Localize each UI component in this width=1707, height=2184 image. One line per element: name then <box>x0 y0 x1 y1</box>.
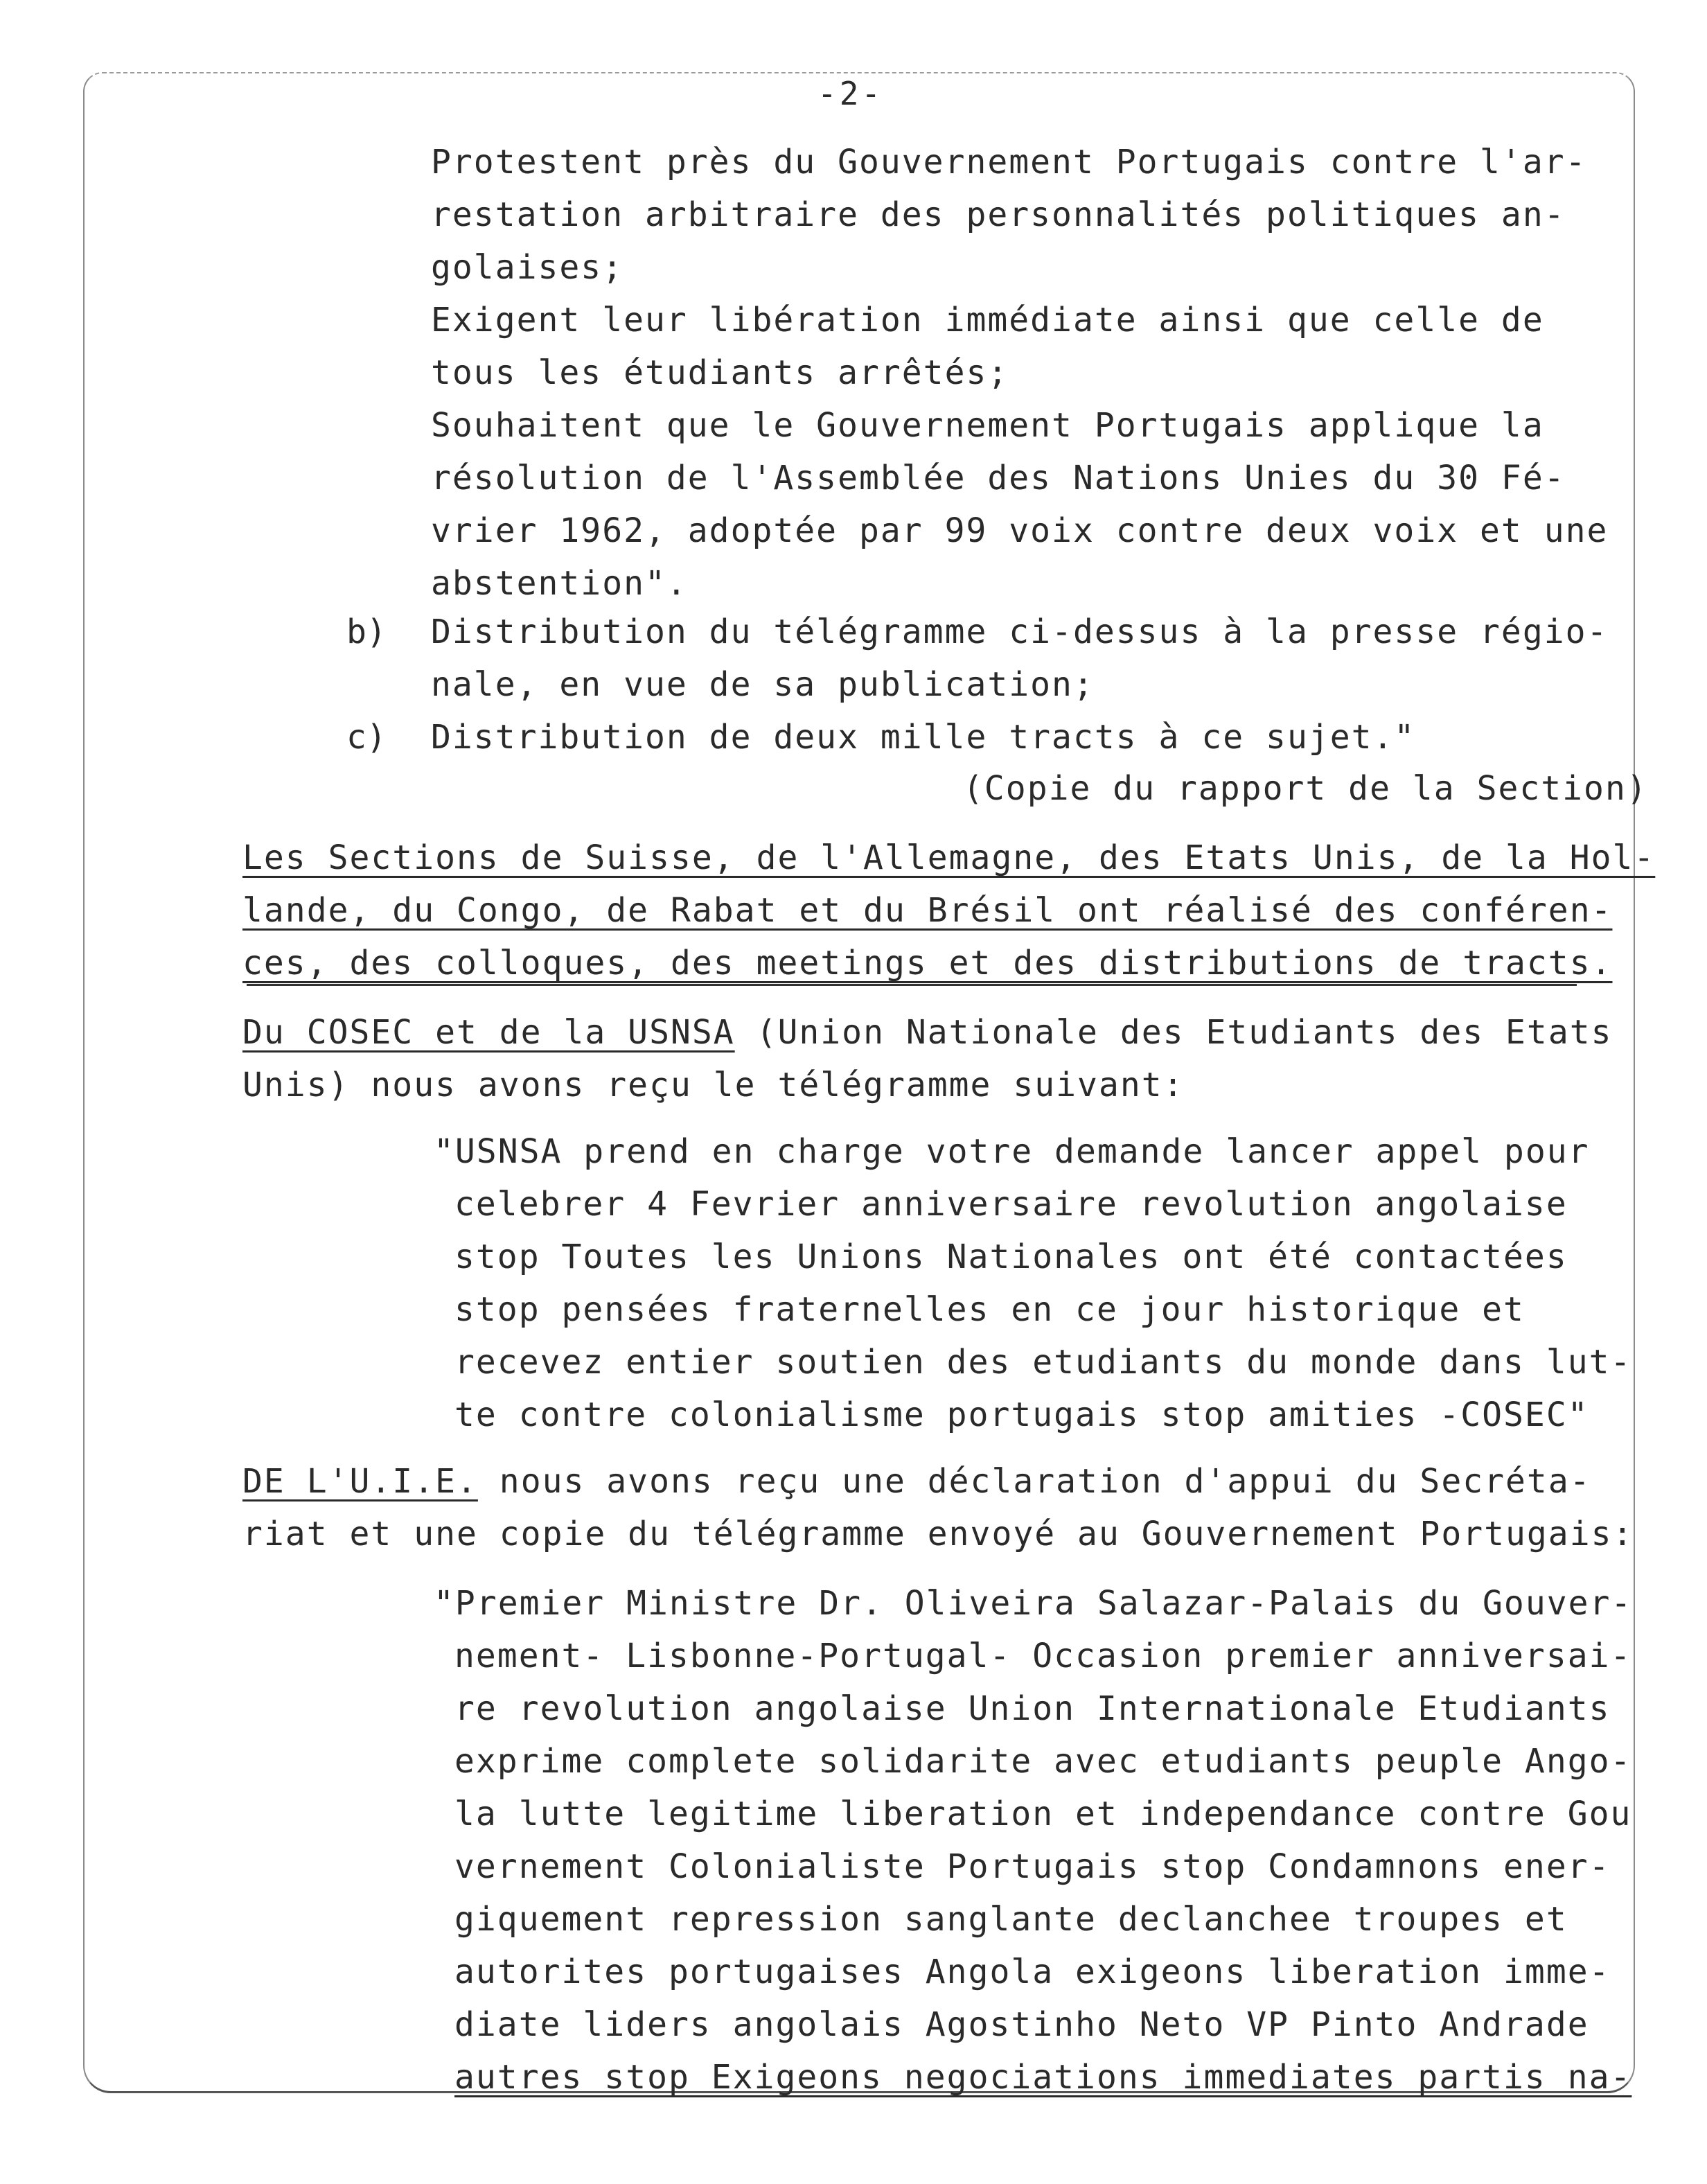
telegram-line: vernement Colonialiste Portugais stop Condamnons ener- <box>454 1847 1611 1886</box>
telegram-line: "USNSA prend en charge votre demande lancer appel pour <box>434 1132 1590 1171</box>
text-line: Distribution du télégramme ci-dessus à la presse régio- <box>431 613 1609 651</box>
uie-source: DE L'U.I.E. <box>242 1462 478 1501</box>
text-line: Protestent près du Gouvernement Portugais contre l'ar- <box>431 143 1587 182</box>
text-line: riat et une copie du télégramme envoyé au Gouvernement Portugais: <box>242 1515 1634 1553</box>
telegram-line: re revolution angolaise Union Internationale Etudiants <box>454 1689 1611 1728</box>
text-line: Unis) nous avons reçu le télégramme suivant: <box>242 1066 1185 1104</box>
list-marker-c: c) <box>346 718 387 757</box>
text-line: Souhaitent que le Gouvernement Portugais applique la <box>431 406 1544 445</box>
telegram-line: exprime complete solidarite avec etudiants peuple Ango- <box>454 1742 1632 1781</box>
text-line: vrier 1962, adoptée par 99 voix contre deux voix et une <box>431 511 1609 550</box>
telegram-line: stop pensées fraternelles en ce jour historique et <box>454 1290 1525 1329</box>
telegram-line: nement- Lisbonne-Portugal- Occasion premier anniversai- <box>454 1637 1632 1675</box>
text-line: abstention". <box>431 564 688 603</box>
telegram-line: autres stop Exigeons negociations immediates partis na- <box>454 2058 1632 2097</box>
telegram-line: giquement repression sanglante declanchee troupes et <box>454 1900 1568 1939</box>
cosec-intro-line <box>242 1006 1613 1059</box>
page-number: -2- <box>817 75 884 112</box>
text-line: golaises; <box>431 248 624 287</box>
uie-intro-line <box>242 1455 1591 1508</box>
cosec-intro-rest: (Union Nationale des Etudiants des Etats <box>734 1013 1613 1052</box>
telegram-line: diate liders angolais Agostinho Neto VP Pinto Andrade <box>454 2005 1589 2044</box>
source-note: (Copie du rapport de la Section) <box>963 769 1648 808</box>
sections-line: lande, du Congo, de Rabat et du Brésil ont réalisé des conféren- <box>242 891 1613 930</box>
text-line: résolution de l'Assemblée des Nations Unies du 30 Fé- <box>431 459 1566 497</box>
telegram-line: recevez entier soutien des etudiants du monde dans lut- <box>454 1343 1632 1382</box>
sections-line: ces, des colloques, des meetings et des distributions de tracts. <box>242 944 1613 983</box>
uie-intro-rest: nous avons reçu une déclaration d'appui du Secréta- <box>477 1462 1591 1501</box>
telegram-line: te contre colonialisme portugais stop amities -COSEC" <box>454 1395 1589 1434</box>
telegram-line: "Premier Ministre Dr. Oliveira Salazar-Palais du Gouver- <box>434 1584 1633 1623</box>
text-line: tous les étudiants arrêtés; <box>431 353 1009 392</box>
text-line: restation arbitraire des personnalités politiques an- <box>431 195 1566 234</box>
section-rule <box>247 984 1577 986</box>
list-marker-b: b) <box>346 613 387 651</box>
text-line: Distribution de deux mille tracts à ce sujet." <box>431 718 1416 757</box>
telegram-line: celebrer 4 Fevrier anniversaire revolution angolaise <box>454 1185 1568 1224</box>
telegram-line: la lutte legitime liberation et independance contre Gou <box>454 1795 1632 1833</box>
cosec-source: Du COSEC et de la USNSA <box>242 1013 735 1052</box>
text-line: Exigent leur libération immédiate ainsi que celle de <box>431 301 1544 340</box>
text-line: nale, en vue de sa publication; <box>431 665 1095 704</box>
telegram-line: stop Toutes les Unions Nationales ont été contactées <box>454 1238 1568 1276</box>
telegram-line: autorites portugaises Angola exigeons liberation imme- <box>454 1953 1611 1991</box>
sections-line: Les Sections de Suisse, de l'Allemagne, des Etats Unis, de la Hol- <box>242 838 1656 877</box>
